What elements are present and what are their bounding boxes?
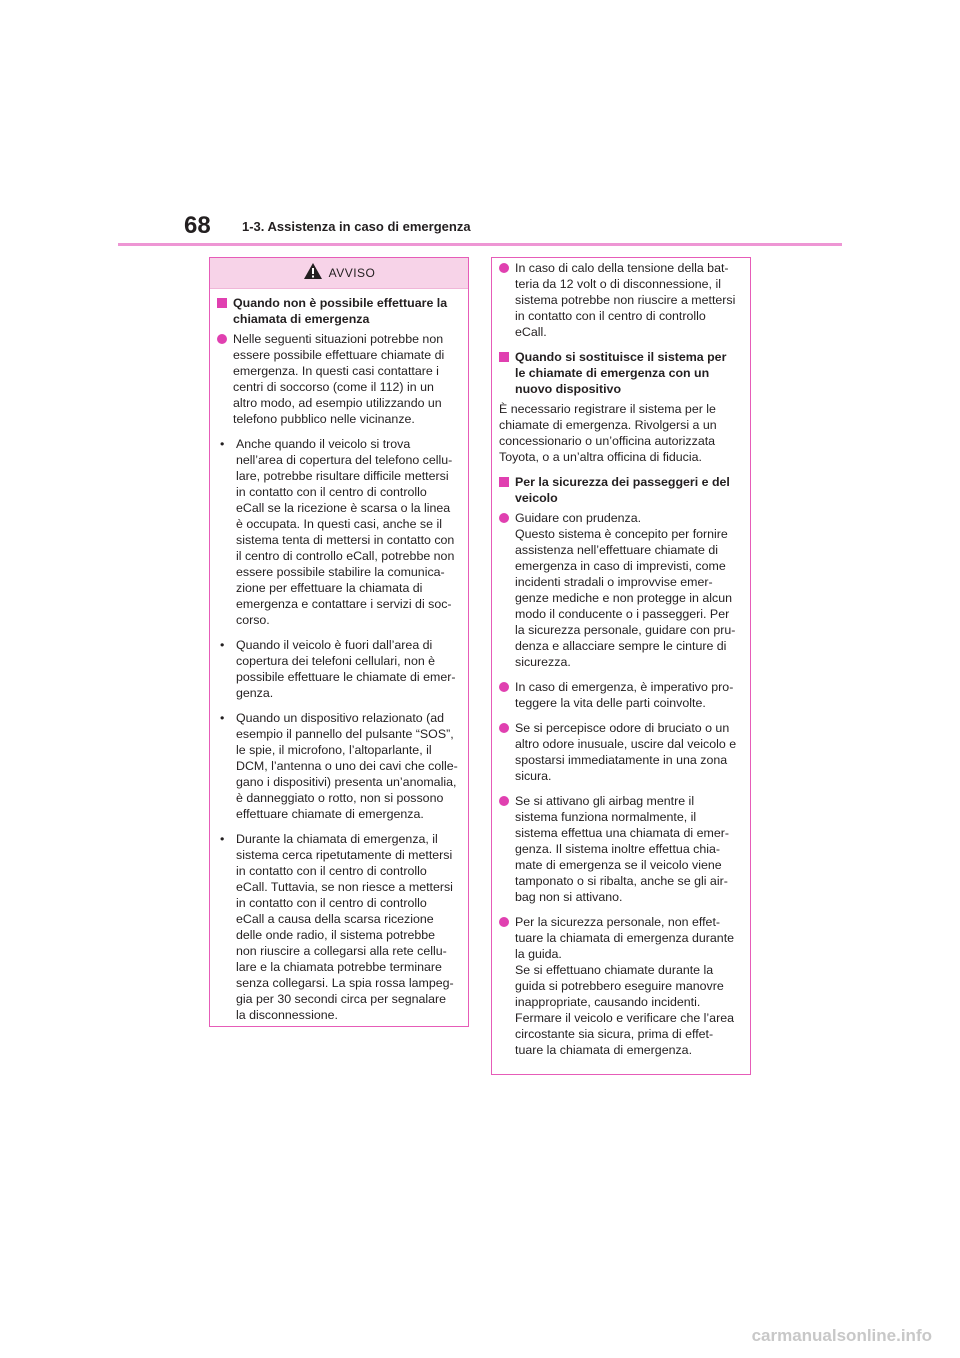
bullet-airbag: Se si attivano gli airbag mentre il sistema funziona normalmente, il sistema effettua una chiamata di emer- genza. Il sistema inoltre effettua chia- mate di emergenza se il veicolo viene tamponato o si ribalta, anche se gli air- bag non si attivano. xyxy=(499,793,743,905)
bullet-no-call-while-driving: Per la sicurezza personale, non effet- tuare la chiamata di emergenza durante la guida. Se si effettuano chiamate durante la guida si potrebbero eseguire manovre inappropriate, causando incidenti. Fermare il veicolo e verificare che l’area circostante sia sicura, prima di effet- tuare la chiamata di emergenza. xyxy=(499,914,743,1058)
heading-replace-system: Quando si sostituisce il sistema per le chiamate di emergenza con un nuovo dispositivo xyxy=(499,349,743,397)
page-header xyxy=(0,0,960,250)
bullet-protect-lives: In caso di emergenza, è imperativo pro- teggere la vita delle parti coinvolte. xyxy=(499,679,743,711)
warning-title: AVVISO xyxy=(328,266,376,280)
section-title: 1-3. Assistenza in caso di emergenza xyxy=(242,219,471,234)
bullet-battery: In caso di calo della tensione della bat- teria da 12 volt o di disconnessione, il sistema potrebbe non riuscire a mettersi in contatto con il centro di controllo eCall. xyxy=(499,260,743,340)
round-bullet-icon xyxy=(499,723,509,733)
round-bullet-icon xyxy=(499,682,509,692)
square-bullet-icon xyxy=(217,298,227,308)
bullet-situations: Nelle seguenti situazioni potrebbe non essere possibile effettuare chiamate di emergenza. In questi casi contattare i centri di soccorso (come il 112) in un altro modo, ad esempio utilizzando un telefono pubblico nelle vicinanze. xyxy=(217,331,461,427)
header-rule xyxy=(118,243,842,246)
heading-safety: Per la sicurezza dei passeggeri e del veicolo xyxy=(499,474,743,506)
warning-header xyxy=(210,258,468,289)
sub-item-device-failure: • Quando un dispositivo relazionato (ad esempio il pannello del pulsante “SOS”, le spie, il microfono, l’altoparlante, il DCM, l’antenna o uno dei cavi che colle- gano i dispositivi) presenta un’anomalia, è danneggiato o rotto, non si possono effettuare chiamate di emergenza. xyxy=(220,711,458,821)
round-bullet-icon xyxy=(499,917,509,927)
paragraph-register: È necessario registrare il sistema per le chiamate di emergenza. Rivolgersi a un concessionario o un’officina autorizzata Toyota, o a un’altra officina di fiducia. xyxy=(499,402,717,464)
square-bullet-icon xyxy=(499,477,509,487)
round-bullet-icon xyxy=(217,334,227,344)
sub-item-outside-coverage: • Quando il veicolo è fuori dall’area di copertura dei telefoni cellulari, non è possibile effettuare le chiamate di emer- genza. xyxy=(220,638,456,700)
bullet-drive-carefully: Guidare con prudenza. Questo sistema è concepito per fornire assistenza nell’effettuare chiamate di emergenza in caso di imprevisti, come incidenti stradali o improvvise emer- genze mediche e non protegge in alcun modo il conducente o i passeggeri. Per la sicurezza personale, guidare con pru- denza e allacciare sempre le cinture di sicurezza. xyxy=(499,510,743,670)
warning-box-continued xyxy=(491,257,751,1075)
warning-triangle-icon xyxy=(303,262,323,285)
square-bullet-icon xyxy=(499,352,509,362)
round-bullet-icon xyxy=(499,263,509,273)
watermark: carmanualsonline.info xyxy=(751,1326,932,1345)
page-number: 68 xyxy=(184,212,211,239)
sub-item-coverage: • Anche quando il veicolo si trova nell’area di copertura del telefono cellu- lare, potrebbe risultare difficile mettersi in contatto con il centro di controllo eCall se la ricezione è scarsa o la linea è occupata. In questi casi, anche se il sistema tenta di mettersi in contatto con il centro di controllo eCall, potrebbe non essere possibile stabilire la comunica- zione per effettuare la chiamata di emergenza e contattare i servizi di soc- corso. xyxy=(220,437,455,627)
round-bullet-icon xyxy=(499,513,509,523)
bullet-burning-smell: Se si percepisce odore di bruciato o un altro odore inusuale, uscire dal veicolo e spostarsi immediatamente in una zona sicura. xyxy=(499,720,743,784)
warning-box xyxy=(209,257,469,1027)
round-bullet-icon xyxy=(499,796,509,806)
heading-no-call: Quando non è possibile effettuare la chiamata di emergenza xyxy=(217,295,461,327)
sub-item-during-call: • Durante la chiamata di emergenza, il sistema cerca ripetutamente di mettersi in contatto con il centro di controllo eCall. Tuttavia, se non riesce a mettersi in contatto con il centro di controllo eCall a causa della scarsa ricezione delle onde radio, il sistema potrebbe non riuscire a collegarsi alla rete cellu- lare e la chiamata potrebbe terminare senza collegarsi. La spia rossa lampeg- gia per 30 secondi circa per segnalare la disconnessione. xyxy=(220,832,454,1022)
